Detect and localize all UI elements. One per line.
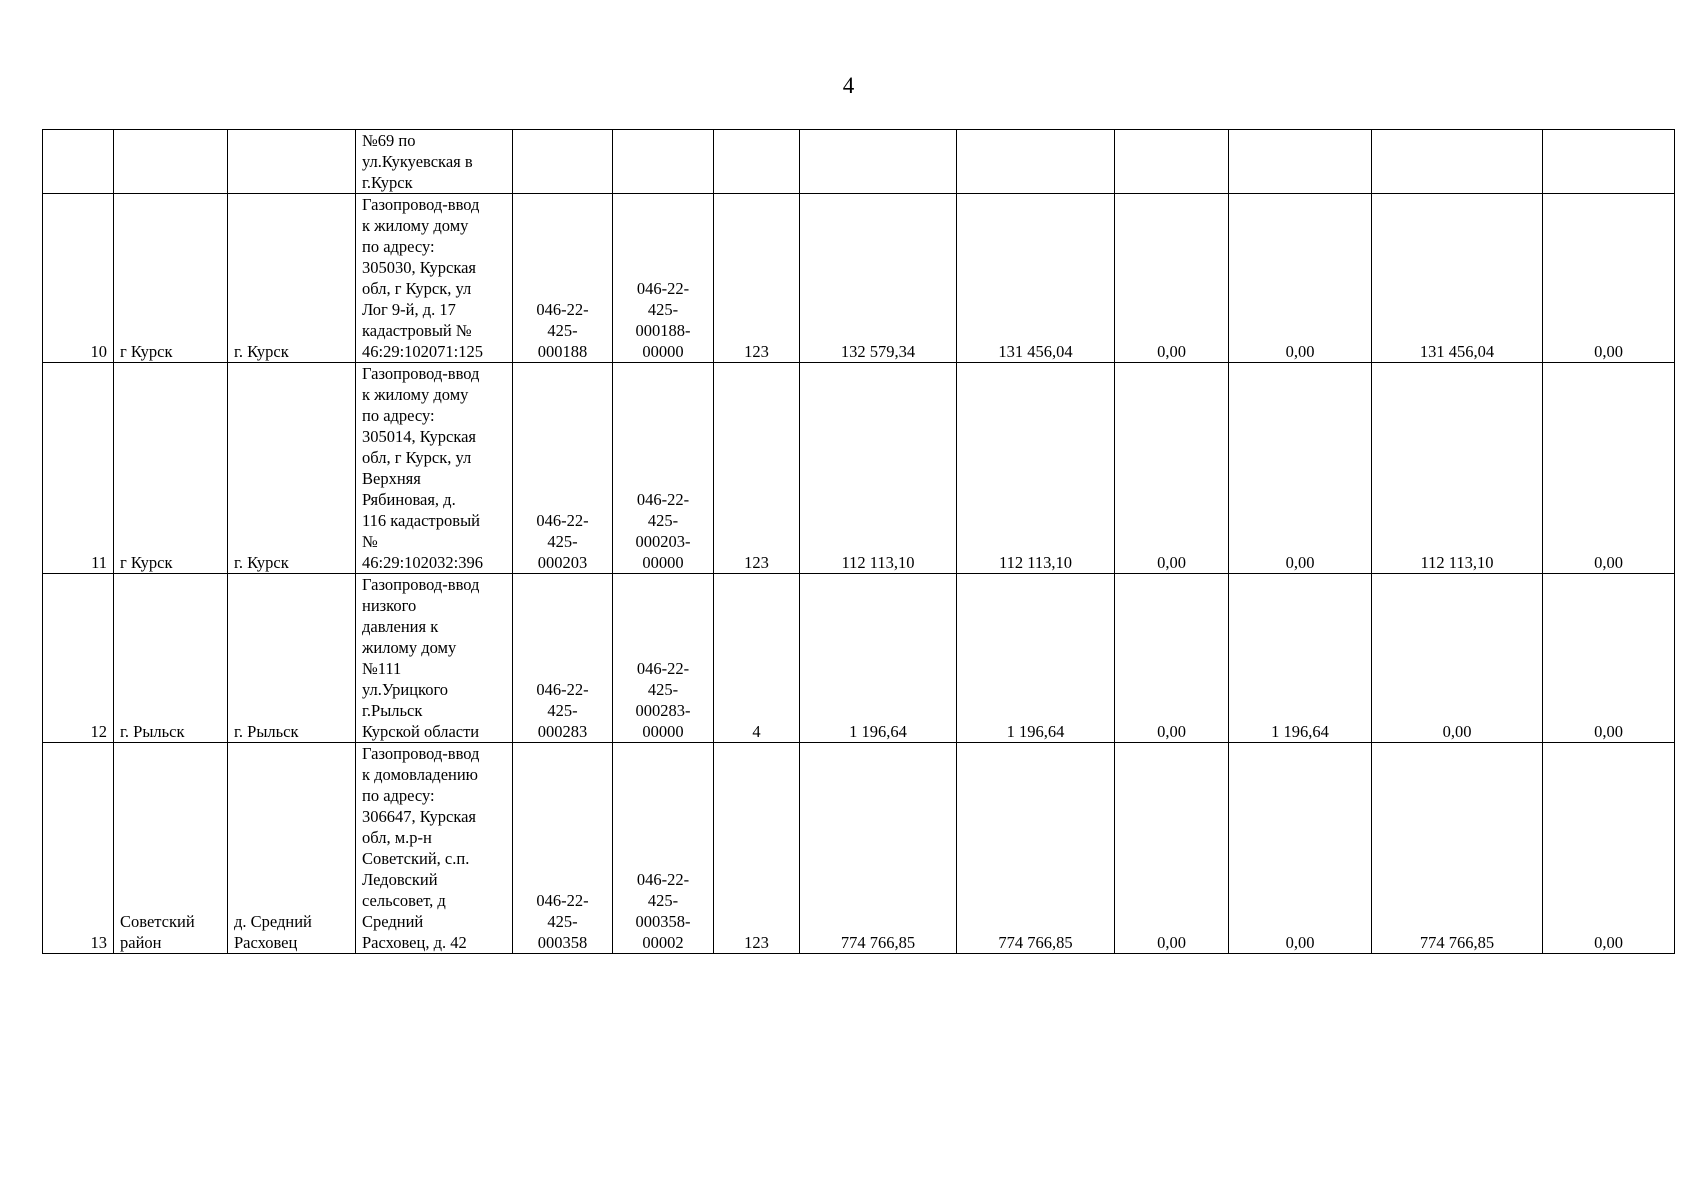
value-cell-1: 132 579,34: [800, 194, 957, 363]
row-number: 11: [43, 363, 114, 574]
object-code-cell: 046-22- 425- 000188: [513, 194, 613, 363]
object-code-cell: 046-22- 425- 000203: [513, 363, 613, 574]
inventory-number-cell: [613, 130, 714, 194]
value-cell-4: 0,00: [1229, 743, 1372, 954]
district-cell: г Курск: [114, 194, 228, 363]
object-code-cell: 046-22- 425- 000358: [513, 743, 613, 954]
inventory-number-cell: 046-22- 425- 000188- 00000: [613, 194, 714, 363]
table-row: [43, 194, 1675, 363]
value-cell-2: 112 113,10: [957, 363, 1115, 574]
value-cell-4: 0,00: [1229, 363, 1372, 574]
value-cell-3: 0,00: [1115, 574, 1229, 743]
value-cell-2: 131 456,04: [957, 194, 1115, 363]
row-number: 13: [43, 743, 114, 954]
value-cell-6: 0,00: [1543, 574, 1675, 743]
value-cell-5: 131 456,04: [1372, 194, 1543, 363]
group-code-cell: [714, 130, 800, 194]
locality-cell: г. Рыльск: [228, 574, 356, 743]
table-row: [43, 363, 1675, 574]
object-code-cell: 046-22- 425- 000283: [513, 574, 613, 743]
table-row: [43, 743, 1675, 954]
value-cell-2: [957, 130, 1115, 194]
row-number: [43, 130, 114, 194]
value-cell-6: [1543, 130, 1675, 194]
inventory-number-cell: 046-22- 425- 000203- 00000: [613, 363, 714, 574]
object-name-cell: Газопровод-ввод к жилому дому по адресу: 305030, Курская обл, г Курск, ул Лог 9-й, д. 17 кадастровый № 46:29:102071:125: [356, 194, 513, 363]
table-row: [43, 130, 1675, 194]
value-cell-5: 0,00: [1372, 574, 1543, 743]
assets-table: [42, 129, 1675, 954]
value-cell-1: 112 113,10: [800, 363, 957, 574]
value-cell-6: 0,00: [1543, 743, 1675, 954]
district-cell: г Курск: [114, 363, 228, 574]
value-cell-2: 774 766,85: [957, 743, 1115, 954]
value-cell-5: [1372, 130, 1543, 194]
row-number: 10: [43, 194, 114, 363]
table-row: [43, 574, 1675, 743]
district-cell: г. Рыльск: [114, 574, 228, 743]
value-cell-3: 0,00: [1115, 194, 1229, 363]
group-code-cell: 4: [714, 574, 800, 743]
district-cell: [114, 130, 228, 194]
object-name-cell: Газопровод-ввод к жилому дому по адресу: 305014, Курская обл, г Курск, ул Верхняя Рябиновая, д. 116 кадастровый № 46:29:102032:396: [356, 363, 513, 574]
object-code-cell: [513, 130, 613, 194]
value-cell-5: 774 766,85: [1372, 743, 1543, 954]
value-cell-4: 0,00: [1229, 194, 1372, 363]
value-cell-4: [1229, 130, 1372, 194]
value-cell-6: 0,00: [1543, 363, 1675, 574]
locality-cell: д. Средний Расховец: [228, 743, 356, 954]
locality-cell: [228, 130, 356, 194]
page-number: 4: [842, 73, 855, 98]
value-cell-6: 0,00: [1543, 194, 1675, 363]
object-name-cell: №69 по ул.Кукуевская в г.Курск: [356, 130, 513, 194]
district-cell: Советский район: [114, 743, 228, 954]
group-code-cell: 123: [714, 194, 800, 363]
inventory-number-cell: 046-22- 425- 000358- 00002: [613, 743, 714, 954]
inventory-number-cell: 046-22- 425- 000283- 00000: [613, 574, 714, 743]
value-cell-1: [800, 130, 957, 194]
object-name-cell: Газопровод-ввод низкого давления к жилому дому №111 ул.Урицкого г.Рыльск Курской области: [356, 574, 513, 743]
value-cell-3: 0,00: [1115, 743, 1229, 954]
value-cell-1: 1 196,64: [800, 574, 957, 743]
group-code-cell: 123: [714, 743, 800, 954]
locality-cell: г. Курск: [228, 194, 356, 363]
object-name-cell: Газопровод-ввод к домовладению по адресу: 306647, Курская обл, м.р-н Советский, с.п. Ледовский сельсовет, д Средний Расховец, д. 42: [356, 743, 513, 954]
locality-cell: г. Курск: [228, 363, 356, 574]
value-cell-3: 0,00: [1115, 363, 1229, 574]
row-number: 12: [43, 574, 114, 743]
value-cell-2: 1 196,64: [957, 574, 1115, 743]
value-cell-3: [1115, 130, 1229, 194]
group-code-cell: 123: [714, 363, 800, 574]
value-cell-1: 774 766,85: [800, 743, 957, 954]
value-cell-4: 1 196,64: [1229, 574, 1372, 743]
value-cell-5: 112 113,10: [1372, 363, 1543, 574]
